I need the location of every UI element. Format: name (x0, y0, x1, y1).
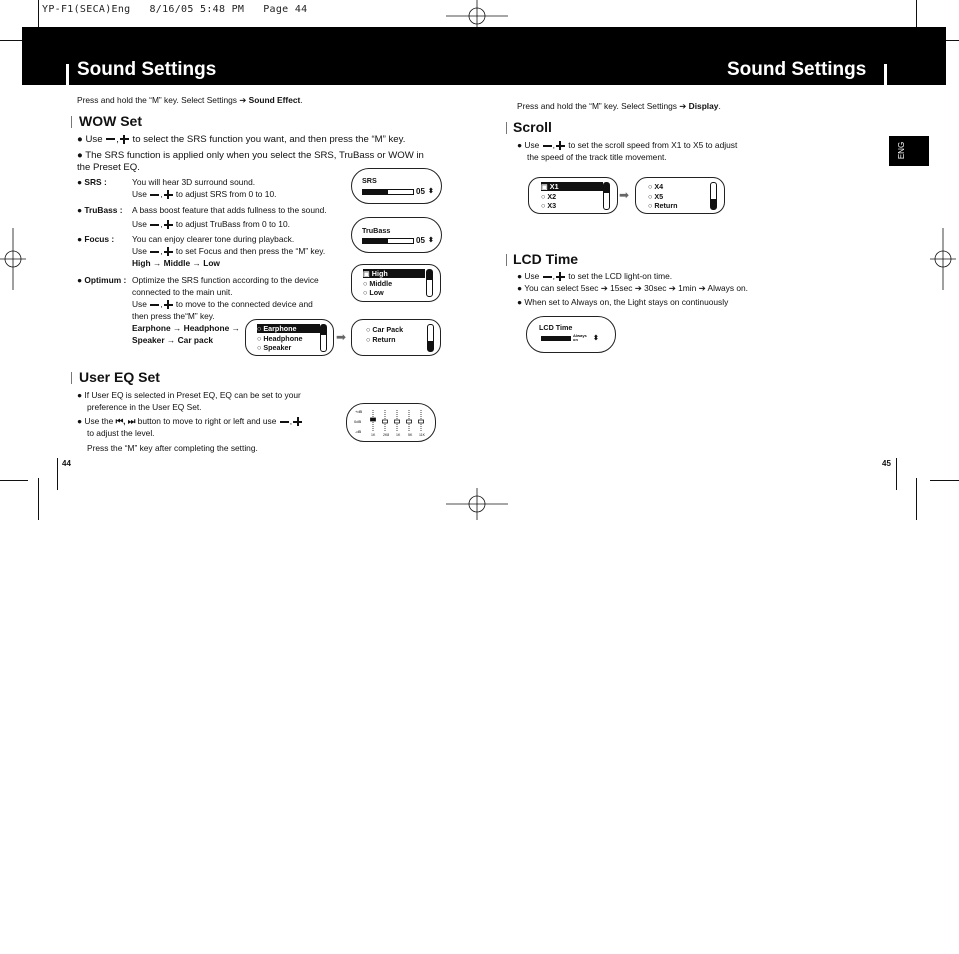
plus-icon (120, 135, 129, 144)
lcd-bullet-3 (517, 296, 728, 308)
trubass-line-2: Use , to adjust TruBass from 0 to 10. (132, 219, 290, 229)
optimum-screen-b (351, 319, 441, 356)
page-rule (896, 458, 897, 490)
scroll-bullet: ● Use , to set the scroll speed from X1 to X5 to adjust the speed of the track title movement. (517, 140, 738, 162)
wow-set-heading: WOW Set (79, 113, 142, 129)
optimum-line-4: then press the“M” key. (132, 311, 215, 321)
lcd-b1-pre: Use (524, 271, 542, 281)
srs-level-fill (363, 190, 388, 194)
lcd-bullet-1: ● Use , to set the LCD light-on time. (517, 271, 673, 281)
opt-l3-post: to move to the connected device and (173, 299, 313, 309)
updown-icon: ⬍ (428, 237, 434, 244)
lcd-time-heading: LCD Time (513, 251, 579, 267)
usereq-b2-cont: to adjust the level. (87, 428, 155, 438)
opt-headphone: Headphone (183, 323, 230, 333)
scroll-option-label: X3 (547, 201, 557, 210)
wow-bullet-1: ● Use , to select the SRS function you want, and then press the “M” key. (77, 134, 406, 145)
registration-mark (0, 228, 26, 290)
right-page-title: Sound Settings (727, 59, 867, 80)
scroll-screen-b (635, 177, 725, 214)
lcd-bullet-2 (517, 282, 748, 294)
crop-mark (0, 480, 28, 481)
language-tab-label: ENG (897, 141, 907, 160)
bullet-text: to select the SRS function you want, and then press the “M” key. (129, 134, 406, 145)
bullet-icon: ● (517, 283, 523, 293)
minus-icon (106, 138, 115, 140)
bullet-icon: ● (77, 134, 83, 145)
trubass-screen (351, 217, 442, 253)
usereq-bullet-2: ● Use the ⏮, ⏭ button to move to right or left and use , to adjust the level. (77, 415, 303, 439)
eq-freq: 2K8 (383, 433, 390, 437)
print-header: YP-F1(SECA)Eng 8/16/05 5:48 PM Page 44 (42, 4, 308, 15)
opt-carpack: Car pack (177, 335, 214, 345)
eq-band (395, 410, 400, 432)
heading-marker (71, 116, 72, 128)
updown-icon: ⬍ (428, 188, 434, 195)
scroll-option-label: X1 (549, 182, 559, 191)
arrow-icon: → (192, 258, 201, 268)
plus-icon (164, 220, 173, 229)
scroll-option-label: Return (654, 201, 678, 210)
eq-label-bot: -dB (355, 429, 362, 434)
bullet-text: Use (85, 134, 106, 145)
scroll-track (710, 182, 717, 210)
srs-line-1: You will hear 3D surround sound. (132, 177, 256, 187)
plus-icon (556, 272, 565, 281)
trubass-desc (132, 204, 327, 230)
srs-screen-value: 05 (416, 187, 425, 196)
scroll-thumb (321, 325, 326, 335)
srs-item (77, 176, 107, 188)
bullet-icon: ● (77, 150, 83, 161)
lcd-b2-text: You can select 5sec ➔ 15sec ➔ 30sec ➔ 1min ➔ Always on. (524, 283, 749, 293)
scroll-option-label: X2 (547, 192, 557, 201)
opt-l3-pre: Use (132, 299, 150, 309)
heading-marker (506, 122, 507, 134)
optimum-line-3: Use , to move to the connected device and (132, 299, 313, 309)
focus-desc (132, 233, 325, 269)
focus-option: ▣ High (363, 269, 425, 278)
page-rule (57, 458, 58, 490)
scroll-b1-pre: Use (524, 140, 542, 150)
focus-middle: Middle (163, 258, 191, 268)
opt-speaker: Speaker (132, 335, 165, 345)
left-page-title: Sound Settings (77, 59, 217, 80)
scroll-option: ○ X3 (541, 201, 557, 210)
focus-l2-post: to set Focus and then press the “M” key. (173, 246, 326, 256)
srs-l2-pre: Use (132, 189, 150, 199)
scroll-b1-cont: the speed of the track title movement. (527, 152, 667, 162)
eq-label-mid: 0dB (354, 419, 362, 424)
trubass-level-bar (362, 238, 414, 244)
intro-bold: Display (688, 101, 719, 111)
focus-low: Low (203, 258, 220, 268)
optimum-item (77, 274, 126, 286)
intro-text: Press and hold the “M” key. Select Settings ➔ (517, 101, 689, 111)
crop-mark (916, 478, 917, 520)
trubass-item (77, 204, 123, 216)
intro-end: . (300, 95, 303, 105)
minus-icon (150, 304, 159, 306)
plus-icon (293, 417, 302, 426)
optimum-option-label: Earphone (263, 324, 297, 333)
bullet-icon: ● (77, 416, 83, 426)
trubass-screen-title: TruBass (362, 226, 391, 235)
scroll-track (427, 324, 434, 352)
minus-icon (280, 421, 289, 423)
minus-icon (150, 194, 159, 196)
optimum-option: ○ Headphone (257, 334, 303, 343)
optimum-option: ○ Speaker (257, 343, 292, 352)
usereq-b2-pre: Use the (84, 416, 116, 426)
scroll-track (603, 182, 610, 210)
focus-screen (351, 264, 441, 302)
srs-l2-post: to adjust SRS from 0 to 10. (173, 189, 277, 199)
focus-option: ○ Low (363, 288, 384, 297)
focus-line-3 (132, 257, 325, 269)
eq-freq: 5K (408, 433, 413, 437)
focus-line-1: You can enjoy clearer tone during playback. (132, 234, 295, 244)
updown-icon: ⬍ (593, 335, 599, 342)
bullet-icon: ● (77, 390, 83, 400)
scroll-b1-post: to set the scroll speed from X1 to X5 to adjust (565, 140, 738, 150)
eq-freq: 11K (419, 433, 425, 437)
language-tab (889, 136, 929, 166)
minus-icon (150, 251, 159, 253)
usereq-note: Press the “M” key after completing the setting. (87, 443, 258, 453)
focus-option-label: Low (369, 288, 384, 297)
focus-label: Focus : (84, 234, 115, 244)
plus-icon (164, 247, 173, 256)
srs-screen (351, 168, 442, 204)
minus-icon (150, 224, 159, 226)
plus-icon (164, 190, 173, 199)
minus-icon (543, 145, 552, 147)
next-arrow-icon: ➡ (619, 188, 630, 202)
eq-band (419, 410, 424, 432)
optimum-line-1: Optimize the SRS function according to the device (132, 275, 319, 285)
optimum-label: Optimum : (84, 275, 127, 285)
scroll-screen-a (528, 177, 618, 214)
plus-icon (164, 300, 173, 309)
trubass-level-fill (363, 239, 388, 243)
usereq-bullet-1 (77, 389, 301, 413)
tru-l2-post: to adjust TruBass from 0 to 10. (173, 219, 290, 229)
crop-mark (930, 480, 959, 481)
optimum-option: ○ Car Pack (366, 325, 404, 334)
usereq-screen (346, 403, 436, 442)
scroll-thumb (604, 183, 609, 193)
optimum-option-label: Headphone (263, 334, 303, 343)
scroll-option: ○ X5 (648, 192, 664, 201)
bullet-icon: ● (77, 275, 83, 285)
right-intro (517, 100, 721, 112)
usereq-b2-mid: button to move to right or left and use (135, 416, 279, 426)
eq-freq: 1K (396, 433, 401, 437)
usereq-b1-cont: preference in the User EQ Set. (87, 402, 202, 412)
srs-label: SRS : (84, 177, 107, 187)
left-intro (77, 94, 303, 106)
intro-bold: Sound Effect (248, 95, 301, 105)
user-eq-heading: User EQ Set (79, 369, 160, 385)
eq-freq: 1K (371, 433, 376, 437)
optimum-option-label: Car Pack (372, 325, 404, 334)
scroll-option-label: X4 (654, 182, 664, 191)
heading-marker (506, 254, 507, 266)
srs-screen-title: SRS (362, 176, 377, 185)
lcd-b1-post: to set the LCD light-on time. (565, 271, 673, 281)
srs-desc (132, 176, 276, 200)
arrow-icon: → (166, 335, 176, 345)
focus-option-label: Middle (369, 279, 393, 288)
eq-band (407, 410, 412, 432)
heading-marker (71, 372, 72, 384)
eq-band (371, 410, 376, 432)
trubass-line-1: A bass boost feature that adds fullness to the sound. (132, 205, 327, 215)
intro-text: Press and hold the “M” key. Select Settings ➔ (77, 95, 249, 105)
title-bar-left (66, 64, 69, 86)
trubass-screen-value: 05 (416, 236, 425, 245)
optimum-option: ○ Earphone (257, 324, 320, 333)
focus-line-2: Use , to set Focus and then press the “M” key. (132, 246, 326, 256)
bullet-icon: ● (517, 271, 523, 281)
optimum-option-label: Speaker (263, 343, 292, 352)
scroll-option-label: X5 (654, 192, 664, 201)
bullet-icon: ● (77, 177, 83, 187)
lcd-b3-text: When set to Always on, the Light stays on continuously (524, 297, 729, 307)
title-bar-right (884, 64, 887, 86)
bullet-icon: ● (77, 234, 83, 244)
focus-item (77, 233, 114, 245)
skip-icons: ⏮, ⏭ (115, 416, 136, 426)
bullet-icon: ● (517, 140, 523, 150)
arrow-icon: → (231, 323, 240, 333)
arrow-icon: → (172, 323, 182, 333)
registration-mark (446, 488, 508, 520)
usereq-b1-text: If User EQ is selected in Preset EQ, EQ can be set to your (84, 390, 301, 400)
minus-icon (543, 276, 552, 278)
scroll-track (320, 324, 327, 352)
registration-mark (930, 228, 956, 290)
scroll-heading: Scroll (513, 119, 552, 135)
srs-line-2: Use , to adjust SRS from 0 to 10. (132, 189, 277, 199)
scroll-thumb (428, 341, 433, 351)
arrow-icon: → (152, 258, 162, 268)
right-page-number: 45 (882, 459, 891, 468)
plus-icon (556, 141, 565, 150)
crop-mark (38, 478, 39, 520)
eq-label-top: +dB (355, 409, 363, 414)
left-page-number: 44 (62, 459, 71, 468)
lcd-screen-value: Always on (573, 333, 587, 342)
focus-l2-pre: Use (132, 246, 150, 256)
scroll-thumb (427, 270, 432, 280)
next-arrow-icon: ➡ (336, 330, 347, 344)
bullet-icon: ● (517, 297, 523, 307)
bullet-icon: ● (77, 205, 83, 215)
lcd-time-screen (526, 316, 616, 353)
focus-option-label: High (371, 269, 388, 278)
optimum-line-2: connected to the main unit. (132, 287, 233, 297)
tru-l2-pre: Use (132, 219, 150, 229)
focus-option: ○ Middle (363, 279, 393, 288)
srs-level-bar (362, 189, 414, 195)
bullet-text: The SRS function is applied only when you select the SRS, TruBass or WOW in the Preset EQ. (77, 150, 424, 173)
optimum-screen-a (245, 319, 334, 356)
scroll-thumb (711, 199, 716, 209)
scroll-option: ○ X2 (541, 192, 557, 201)
trubass-label: TruBass : (84, 205, 123, 215)
focus-high: High (132, 258, 151, 268)
lcd-screen-title: LCD Time (539, 323, 573, 332)
scroll-option: ▣ X1 (541, 182, 603, 191)
intro-end: . (718, 101, 721, 111)
optimum-option-label: Return (372, 335, 396, 344)
scroll-track (426, 269, 433, 297)
eq-band (383, 410, 388, 432)
scroll-option: ○ X4 (648, 182, 664, 191)
optimum-option: ○ Return (366, 335, 396, 344)
opt-earphone: Earphone (132, 323, 171, 333)
lcd-level-bar (541, 336, 571, 341)
scroll-option: ○ Return (648, 201, 678, 210)
